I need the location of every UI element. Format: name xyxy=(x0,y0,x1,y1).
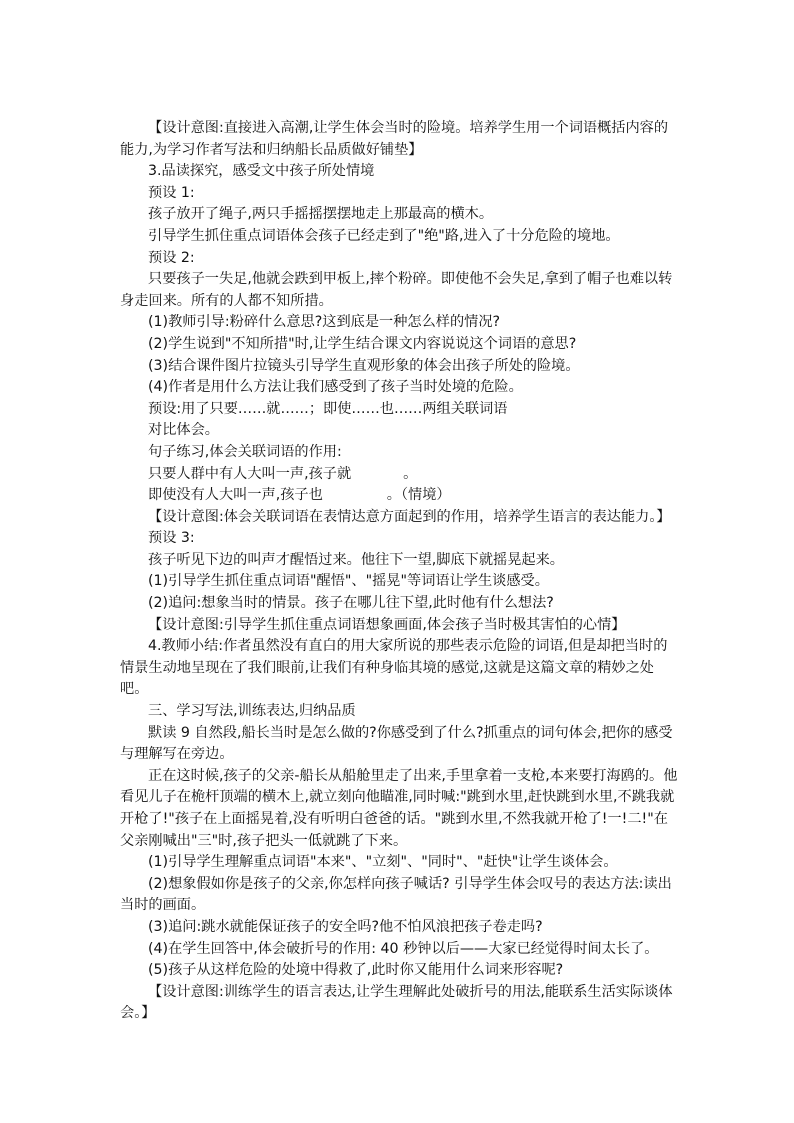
paragraph: 孩子放开了绳子,两只手摇摇摆摆地走上那最高的横木。 xyxy=(148,206,494,223)
sentence-start: 即使没有人大叫一声,孩子也 xyxy=(148,487,323,504)
fill-in-sentence xyxy=(120,464,680,486)
paragraph: 【设计意图:体会关联词语在表情达意方面起到的作用，培养学生语言的表达能力。】 xyxy=(148,508,671,525)
paragraph: 【设计意图:训练学生的语言表达,让学生理解此处破折号的用法,能联系生活实际谈体会。】 xyxy=(120,983,673,1022)
sentence-end: 。（情境） xyxy=(386,487,451,504)
paragraph: 引导学生抓住重点词语体会孩子已经走到了"绝"路,进入了十分危险的境地。 xyxy=(148,227,620,244)
paragraph: 预设 1: xyxy=(148,184,195,201)
section-heading: 三、学习写法,训练表达,归纳品质 xyxy=(148,703,356,720)
paragraph: (2)学生说到"不知所措"时,让学生结合课文内容说说这个词语的意思? xyxy=(148,335,577,352)
paragraph: (4)作者是用什么方法让我们感受到了孩子当时处境的危险。 xyxy=(148,379,523,396)
paragraph: 预设:用了只要……就……；即使……也……两组关联词语 xyxy=(148,400,508,417)
paragraph: (1)引导学生抓住重点词语"醒悟"、"摇晃"等词语让学生谈感受。 xyxy=(148,573,549,590)
paragraph: (3)追问:跳水就能保证孩子的安全吗?他不怕风浪把孩子卷走吗? xyxy=(148,918,543,935)
paragraph: (5)孩子从这样危险的处境中得救了,此时你又能用什么词来形容呢? xyxy=(148,962,564,979)
paragraph: (4)在学生回答中,体会破折号的作用: 40 秒钟以后——大家已经觉得时间太长了。 xyxy=(148,940,659,957)
paragraph: 预设 2: xyxy=(148,249,195,266)
document-body xyxy=(120,118,680,1025)
paragraph: (3)结合课件图片拉镜头引导学生直观形象的体会出孩子所处的险境。 xyxy=(148,357,580,374)
section-heading: 3.品读探究，感受文中孩子所处情境 xyxy=(148,163,375,180)
paragraph: (1)教师引导:粉碎什么意思?这到底是一种怎么样的情况? xyxy=(148,314,501,331)
paragraph: 只要孩子一失足,他就会跌到甲板上,摔个粉碎。即使他不会失足,拿到了帽子也难以转身走回来。所有的人都不知所措。 xyxy=(120,271,673,309)
paragraph: (2)想象假如你是孩子的父亲,你怎样向孩子喊话? 引导学生体会叹号的表达方法:读出当时的画面。 xyxy=(120,875,672,914)
paragraph: 正在这时候,孩子的父亲-船长从船舱里走了出来,手里拿着一支枪,本来要打海鸥的。他看见儿子在桅杆顶端的横木上,就立刻向他瞄准,同时喊:"跳到水里,赶快跳到水里,不跳我就开枪了!"孩子在上面摇晃着,没有听明白爸爸的话。"跳到水里,不然我就开枪了!一!二!"在父亲刚喊出"三"时,孩子把头一低就跳了下来。 xyxy=(120,767,678,849)
paragraph: 孩子听见下边的叫声才醒悟过来。他往下一望,脚底下就摇晃起来。 xyxy=(148,551,564,568)
paragraph: 句子练习,体会关联词语的作用: xyxy=(148,443,342,460)
sentence-end: 。 xyxy=(403,465,418,482)
paragraph: 【设计意图:引导学生抓住重点词语想象画面,体会孩子当时极其害怕的心情】 xyxy=(148,616,626,633)
paragraph: 4.教师小结:作者虽然没有直白的用大家所说的那些表示危险的词语,但是却把当时的情景生动地呈现在了我们眼前,让我们有种身临其境的感觉,这就是这篇文章的精妙之处吧。 xyxy=(120,638,668,698)
fill-in-sentence xyxy=(120,485,680,507)
paragraph: 预设 3: xyxy=(148,530,195,547)
paragraph: 默读 9 自然段,船长当时是怎么做的?你感受到了什么?抓重点的词句体会,把你的感受与理解写在旁边。 xyxy=(120,724,673,763)
paragraph: (1)引导学生理解重点词语"本来"、"立刻"、"同时"、"赶快"让学生谈体会。 xyxy=(148,854,618,871)
paragraph: 【设计意图:直接进入高潮,让学生体会当时的险境。培养学生用一个词语概括内容的能力,为学习作者写法和归纳船长品质做好铺垫】 xyxy=(120,120,669,158)
paragraph: 对比体会。 xyxy=(148,422,219,439)
paragraph: (2)追问:想象当时的情景。孩子在哪儿往下望,此时他有什么想法? xyxy=(148,595,554,612)
sentence-start: 只要人群中有人大叫一声,孩子就 xyxy=(148,465,352,482)
